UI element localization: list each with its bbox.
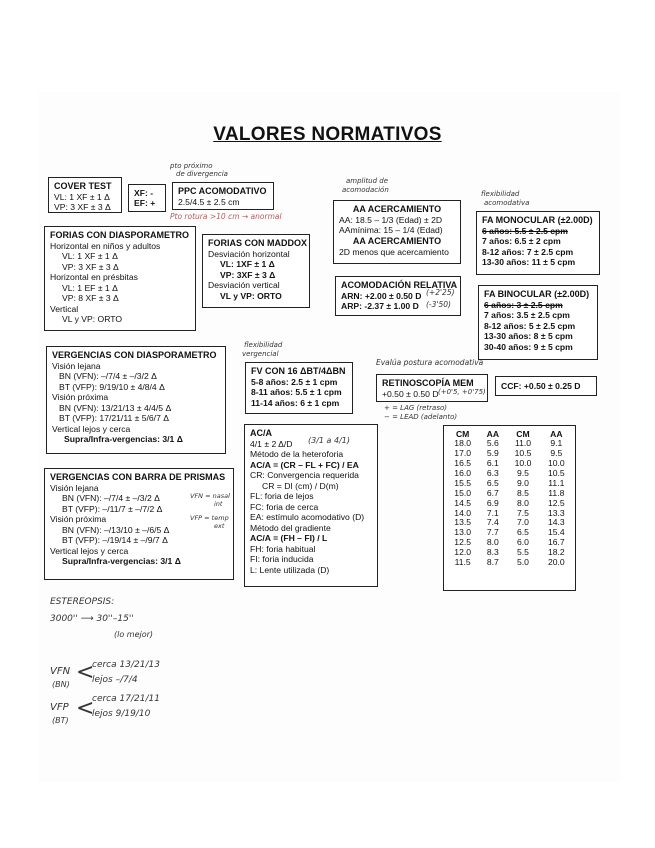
forias-disp-line: VP: 8 XF ± 3 Δ <box>62 293 119 304</box>
page-title: VALORES NORMATIVOS <box>213 124 442 145</box>
arp-line: ARP: -2.37 ± 1.00 D <box>341 301 419 312</box>
verg-disp-line: Visión lejana <box>52 360 101 371</box>
forias-disp-line: VL: 1 EF ± 1 Δ <box>62 282 118 293</box>
table-cell: 6.1 <box>486 458 499 469</box>
hw-arp-note: (-3'50) <box>426 300 451 309</box>
table-cell: 7.1 <box>486 507 499 518</box>
table-cell: 8.5 <box>517 487 529 498</box>
verg-prism-title: VERGENCIAS CON BARRA DE PRISMAS <box>50 472 226 482</box>
table-cell: 13.3 <box>547 507 565 518</box>
vergencias-diasporametro-box <box>46 346 226 454</box>
fv-row-3: 11-14 años: 6 ± 1 cpm <box>251 397 340 408</box>
hw-amplitud: amplitud de <box>346 177 389 185</box>
aa-acercamiento-box <box>333 200 461 264</box>
table-cell: 9.1 <box>550 438 563 449</box>
forias-maddox-title: FORIAS CON MADDOX <box>208 238 307 248</box>
cm-aa-header: AA <box>486 429 500 439</box>
table-cell: 5.5 <box>517 547 529 558</box>
aa-line-1: AA: 18.5 – 1/3 (Edad) ± 2D <box>339 214 443 225</box>
hw-pto-rotura: Pto rotura >10 cm → anormal <box>170 212 282 221</box>
fa-mono-row: 8-12 años: 7 ± 2.5 cpm <box>482 246 574 257</box>
hw-bt: (BT) <box>52 716 69 725</box>
table-cell: 10.0 <box>547 458 565 469</box>
table-cell: 5.9 <box>486 448 499 459</box>
table-cell: 12.5 <box>454 537 472 548</box>
fa-bino-row: 6 años: 3 ± 2.5 cpm <box>484 299 563 310</box>
table-cell: 10.0 <box>514 458 532 469</box>
forias-maddox-line: VL y VP: ORTO <box>220 290 282 301</box>
fa-bino-row: 7 años: 3.5 ± 2.5 cpm <box>484 310 570 321</box>
cover-test-vp: VP: 3 XF ± 3 Δ <box>54 202 111 213</box>
hw-de-divergencia: de divergencia <box>176 170 228 178</box>
vergencias-prismas-box <box>44 468 234 580</box>
fa-bino-row: 8-12 años: 5 ± 2.5 cpm <box>484 320 576 331</box>
aa-title-1: AA ACERCAMIENTO <box>352 204 442 214</box>
hw-arn-note: (+2'25) <box>426 288 455 297</box>
fa-bino-title: FA BINOCULAR (±2.00D) <box>484 289 590 299</box>
cover-test-box <box>48 177 122 213</box>
forias-disp-line: Horizontal en niños y adultos <box>50 240 161 251</box>
verg-disp-line: BT (VFP): 9/19/10 ± 4/8/4 Δ <box>59 381 165 392</box>
table-cell: 6.0 <box>517 537 529 548</box>
hw-vfn: VFN <box>50 666 71 677</box>
aca-title: AC/A <box>250 428 272 438</box>
table-cell: 12.0 <box>454 547 472 558</box>
fv-row-2: 8-11 años: 5.5 ± 1 cpm <box>251 387 342 398</box>
aca-line: 4/1 ± 2 Δ/D <box>250 438 293 449</box>
forias-maddox-line: Desviación vertical <box>208 280 280 291</box>
hw-lead: − = LEAD (adelanto) <box>384 413 458 421</box>
table-cell: 11.0 <box>514 438 532 449</box>
ret-value: +0.50 ± 0.50 D <box>382 388 439 399</box>
cm-aa-table <box>446 429 573 568</box>
hw-bn: (BN) <box>52 680 70 689</box>
forias-disp-line: VP: 3 XF ± 3 Δ <box>62 261 119 272</box>
table-cell: 18.2 <box>547 547 565 558</box>
verg-prism-line: Visión lejana <box>50 482 99 493</box>
hw-vfn-lejos: lejos –/7/4 <box>92 675 138 685</box>
aca-line: CR: Convergencia requerida <box>250 470 359 481</box>
forias-maddox-line: Desviación horizontal <box>208 248 290 259</box>
hw-vfn-cerca: cerca 13/21/13 <box>92 660 160 670</box>
table-cell: 17.0 <box>454 448 472 459</box>
table-cell: 15.0 <box>454 487 472 498</box>
aa-title-2: AA ACERCAMIENTO <box>352 235 442 246</box>
table-cell: 9.0 <box>517 477 529 488</box>
fa-bino-row: 13-30 años: 8 ± 5 cpm <box>484 331 573 342</box>
hw-pto-proximo: pto próximo <box>170 162 213 170</box>
cm-aa-header: AA <box>550 429 563 439</box>
fv-box <box>245 362 353 414</box>
table-cell: 11.8 <box>548 487 565 498</box>
verg-prism-line: BT (VFP): –/19/14 ± –/9/7 Δ <box>62 535 168 546</box>
table-cell: 11.5 <box>454 556 471 567</box>
hw-vfp-temp-2: ext <box>214 522 225 530</box>
table-cell: 15.4 <box>547 527 565 538</box>
xf-line: XF: - <box>134 188 154 198</box>
forias-disp-line: Horizontal en présbitas <box>50 272 138 283</box>
verg-prism-line: BN (VFN): –/13/10 ± –/6/5 Δ <box>62 524 170 535</box>
table-cell: 13.5 <box>454 517 472 528</box>
table-cell: 10.5 <box>547 468 565 479</box>
ppc-value: 2.5/4.5 ± 2.5 cm <box>178 196 240 207</box>
table-cell: 7.5 <box>517 507 529 518</box>
table-cell: 11.1 <box>548 477 565 488</box>
cm-aa-table-box <box>443 425 576 591</box>
table-cell: 14.3 <box>547 517 565 528</box>
table-cell: 14.5 <box>454 497 472 508</box>
table-cell: 10.5 <box>514 448 532 459</box>
fa-bino-row: 30-40 años: 9 ± 5 cpm <box>484 341 573 352</box>
ret-title: RETINOSCOPÍA MEM <box>382 378 474 388</box>
hw-flex-verg-1: flexibilidad <box>244 341 283 349</box>
aa-line-3: 2D menos que acercamiento <box>339 246 449 257</box>
ef-line: EF: + <box>134 198 156 209</box>
table-row <box>446 558 573 568</box>
verg-disp-line: Supra/Infra-vergencias: 3/1 Δ <box>64 434 183 445</box>
cover-test-title: COVER TEST <box>54 181 112 191</box>
verg-disp-title: VERGENCIAS CON DIASPORAMETRO <box>52 350 217 360</box>
verg-disp-line: BN (VFN): –/7/4 ± –/3/2 Δ <box>59 371 157 382</box>
xf-ef-box <box>128 184 166 212</box>
table-cell: 6.5 <box>486 477 499 488</box>
aca-line: CR = DI (cm) / D(m) <box>262 480 339 491</box>
cover-test-vl: VL: 1 XF ± 1 Δ <box>54 191 110 202</box>
hw-vfp-cerca: cerca 17/21/11 <box>92 694 160 704</box>
hw-vfp-lejos: lejos 9/19/10 <box>92 709 151 719</box>
table-cell: 15.5 <box>454 477 472 488</box>
forias-maddox-line: VL: 1XF ± 1 Δ <box>220 259 275 270</box>
cm-aa-header: CM <box>516 429 530 439</box>
verg-prism-line: Vertical lejos y cerca <box>50 545 129 556</box>
aca-line: L: Lente utilizada (D) <box>250 564 330 575</box>
hw-vfp-brace: < <box>76 696 95 721</box>
table-cell: 7.0 <box>517 517 529 528</box>
verg-disp-line: BN (VFN): 13/21/13 ± 4/4/5 Δ <box>59 402 172 413</box>
table-cell: 8.7 <box>486 556 499 567</box>
hw-est-best: (lo mejor) <box>114 630 154 639</box>
table-cell: 9.5 <box>517 468 529 479</box>
aca-box <box>244 424 378 587</box>
forias-maddox-line: VP: 3XF ± 3 Δ <box>220 269 276 280</box>
fa-mono-row: 6 años: 5.5 ± 2.5 cpm <box>482 225 568 236</box>
fa-monocular-box <box>476 211 600 275</box>
forias-disp-line: VL: 1 XF ± 1 Δ <box>62 251 118 262</box>
ppc-title: PPC ACOMODATIVO <box>178 186 267 196</box>
arn-line: ARN: +2.00 ± 0.50 D <box>341 290 422 301</box>
aca-line: FH: foria habitual <box>250 543 316 554</box>
hw-vfn-nasal-2: int <box>214 500 223 508</box>
hw-flex-acom-1: flexibilidad <box>481 190 520 198</box>
table-cell: 6.7 <box>486 487 499 498</box>
table-cell: 16.0 <box>454 468 472 479</box>
verg-disp-line: Vertical lejos y cerca <box>52 423 131 434</box>
table-cell: 6.5 <box>517 527 529 538</box>
verg-disp-line: Visión próxima <box>52 392 109 403</box>
verg-disp-line: BT (VFP): 17/21/11 ± 5/6/7 Δ <box>59 413 169 424</box>
forias-diasporametro-box <box>44 226 196 331</box>
fv-row-1: 5-8 años: 2.5 ± 1 cpm <box>251 376 338 387</box>
table-cell: 6.9 <box>486 497 499 508</box>
cm-aa-header: CM <box>455 429 470 439</box>
verg-prism-line: Supra/Infra-vergencias: 3/1 Δ <box>62 556 181 567</box>
aca-line: AC/A = (CR – FL + FC) / EA <box>250 459 359 470</box>
hw-vfn-nasal-1: VFN = nasal <box>190 492 230 500</box>
aca-line: Método de la heteroforia <box>250 449 344 460</box>
table-cell: 16.7 <box>547 537 565 548</box>
verg-prism-line: BT (VFP): –/11/7 ± –/7/2 Δ <box>62 503 163 514</box>
forias-maddox-box <box>202 234 310 308</box>
hw-vfp: VFP <box>50 702 69 713</box>
table-cell: 14.0 <box>454 507 472 518</box>
forias-disp-line: VL y VP: ORTO <box>62 314 123 325</box>
aa-line-2: AAmínima: 15 – 1/4 (Edad) <box>339 225 443 236</box>
hw-flex-verg-2: vergencial <box>242 350 279 358</box>
table-cell: 5.0 <box>517 556 529 567</box>
aca-line: FL: foria de lejos <box>250 491 314 502</box>
aca-line: FI: foria inducida <box>250 554 314 565</box>
table-cell: 16.5 <box>454 458 472 469</box>
table-cell: 9.5 <box>550 448 563 459</box>
table-cell: 18.0 <box>454 438 472 449</box>
table-cell: 13.0 <box>454 527 472 538</box>
aca-line: Método del gradiente <box>250 522 331 533</box>
hw-est-value: 3000'' ⟶ 30''–15'' <box>50 614 134 624</box>
forias-disp-line: Vertical <box>50 303 79 314</box>
hw-ret-note: (+0'5, +0'75) <box>438 388 486 396</box>
fa-binocular-box <box>478 285 598 360</box>
fv-title: FV CON 16 ΔBT/4ΔBN <box>251 366 346 376</box>
hw-flex-acom-2: acomodativa <box>484 199 530 207</box>
table-cell: 20.0 <box>547 556 565 567</box>
table-cell: 7.7 <box>486 527 499 538</box>
hw-estereopsis: ESTEREOPSIS: <box>50 597 115 607</box>
ccf-box <box>495 376 597 396</box>
table-cell: 5.6 <box>486 438 499 449</box>
table-cell: 7.4 <box>486 517 499 528</box>
hw-lag: + = LAG (retraso) <box>384 404 448 412</box>
aca-line: EA: estímulo acomodativo (D) <box>250 512 365 523</box>
table-cell: 6.3 <box>486 468 499 479</box>
acom-rel-title: ACOMODACIÓN RELATIVA <box>341 280 458 290</box>
fa-mono-row: 7 años: 6.5 ± 2 cpm <box>482 236 561 247</box>
hw-aca-note: (3/1 a 4/1) <box>308 436 350 445</box>
forias-disp-title: FORIAS CON DIASPORAMETRO <box>50 230 190 240</box>
aca-line: AC/A = (FH – FI) / L <box>250 533 328 544</box>
aca-line: FC: foria de cerca <box>250 501 319 512</box>
hw-acomodacion: acomodación <box>342 186 389 194</box>
verg-prism-line: Visión próxima <box>50 514 107 525</box>
hw-vfn-brace: < <box>76 660 95 685</box>
hw-vfp-temp-1: VFP = temp <box>190 514 229 522</box>
hw-evalua: Evalúa postura acomodativa <box>376 358 484 367</box>
fa-mono-title: FA MONOCULAR (±2.00D) <box>482 215 593 225</box>
ccf-value: CCF: +0.50 ± 0.25 D <box>501 381 581 391</box>
fa-mono-row: 13-30 años: 11 ± 5 cpm <box>482 257 576 268</box>
ppc-box <box>172 182 274 210</box>
verg-prism-line: BN (VFN): –/7/4 ± –/3/2 Δ <box>62 493 160 504</box>
table-cell: 8.0 <box>517 497 529 508</box>
table-cell: 12.5 <box>547 497 565 508</box>
table-cell: 8.0 <box>486 537 499 548</box>
table-cell: 8.3 <box>486 547 499 558</box>
